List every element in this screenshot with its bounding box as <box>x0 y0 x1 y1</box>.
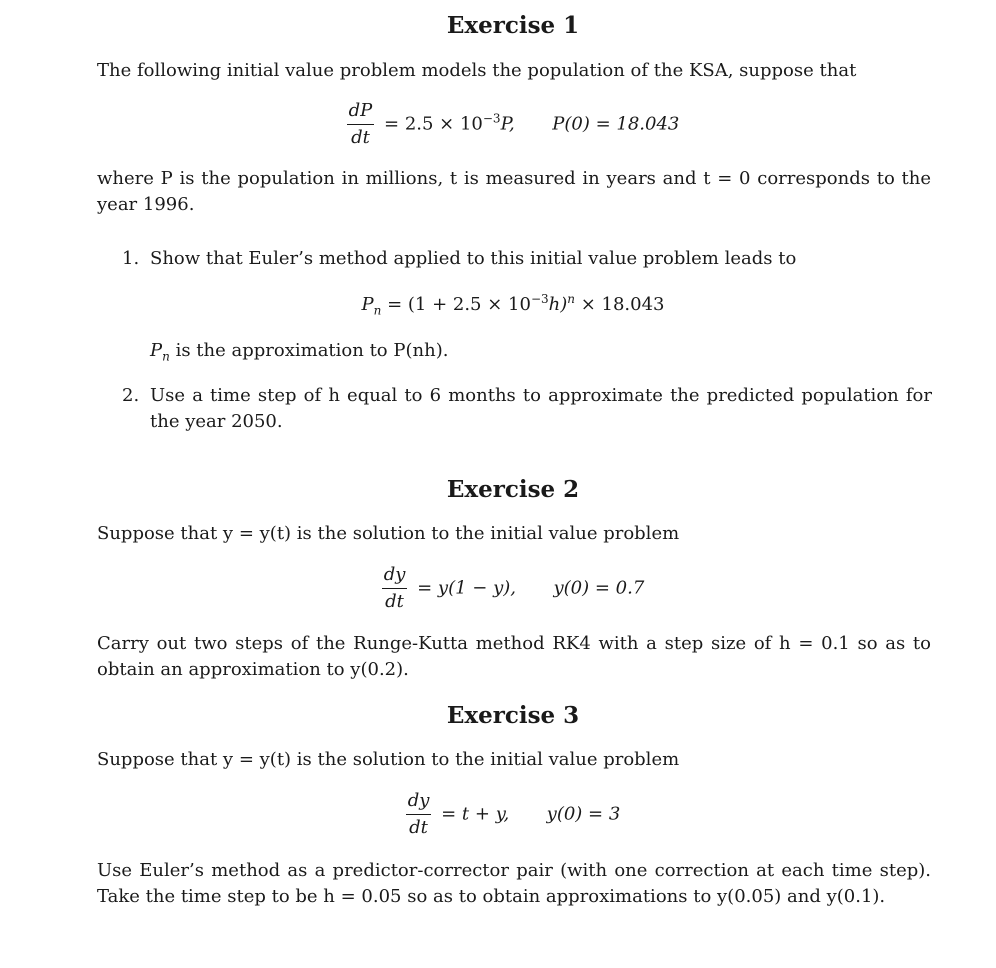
note-pn-sub: n <box>162 349 170 364</box>
exercise-2-equation <box>0 564 996 613</box>
item-2-number: 2. <box>122 385 140 406</box>
exercise-2-rhs: = y(1 − y), <box>417 577 517 599</box>
euler-eq-middle: = (1 + 2.5 × 10 <box>381 294 531 315</box>
exercise-2-derivative-den: dt <box>385 591 404 612</box>
exercise-3-intro: Suppose that y = y(t) is the solution to the initial value problem <box>97 749 680 770</box>
exercise-2-title: Exercise 2 <box>446 476 580 503</box>
exercise-2-body: Carry out two steps of the Runge-Kutta method RK4 with a step size of h = 0.1 so as to obtain an approximation to y(0.2). <box>97 633 931 680</box>
item-1-text: Show that Euler’s method applied to this initial value problem leads to <box>150 248 797 269</box>
exercise-3-rhs: = t + y, <box>441 803 510 825</box>
euler-eq-subscript: n <box>373 303 382 318</box>
exercise-1-rhs-exponent: −3 <box>482 111 501 126</box>
exercise-2-intro: Suppose that y = y(t) is the solution to the initial value problem <box>97 523 680 544</box>
euler-eq-end: × 18.043 <box>575 294 665 315</box>
item-1-number: 1. <box>122 248 140 269</box>
item-2-text: Use a time step of h equal to 6 months to approximate the predicted population for the year 2050. <box>150 385 932 432</box>
exercise-1-initial-condition: P(0) = 18.043 <box>552 113 680 135</box>
euler-eq-h: h) <box>548 294 568 315</box>
euler-eq-power-n: n <box>567 292 575 306</box>
exercise-1-rhs: = 2.5 × 10 <box>384 113 483 135</box>
exercise-3-body: Use Euler’s method as a predictor-corrector pair (with one correction at each time step). Take the time step to be h = 0.05 so as to obtain approximations to y(0.05) and y(0.1). <box>97 860 931 907</box>
exercise-1-euler-equation <box>0 292 996 318</box>
exercise-3-equation <box>0 790 996 839</box>
note-text: is the approximation to P(nh). <box>175 340 449 361</box>
exercise-1-intro: The following initial value problem models the population of the KSA, suppose that <box>97 60 857 81</box>
exercise-1-item-1-note <box>150 340 448 364</box>
exercise-2-initial-condition: y(0) = 0.7 <box>553 577 645 599</box>
exercise-1-derivative-num: dP <box>347 100 375 125</box>
exercise-3-derivative-num: dy <box>406 790 432 815</box>
exercise-1-item-1 <box>122 246 932 272</box>
exercise-2-derivative <box>382 564 408 613</box>
exercise-1-equation <box>0 100 996 149</box>
exercise-3-derivative <box>406 790 432 839</box>
exercise-1-derivative <box>347 100 375 149</box>
exercise-1-derivative-den: dt <box>351 127 370 148</box>
euler-eq-lhs: P <box>361 294 374 315</box>
exercise-1-rhs-var: P, <box>500 113 515 135</box>
euler-eq-exponent: −3 <box>530 292 549 306</box>
note-pn: P <box>150 340 163 361</box>
exercise-3-initial-condition: y(0) = 3 <box>546 803 621 825</box>
exercise-3-derivative-den: dt <box>409 817 428 838</box>
exercise-1-item-2 <box>122 383 932 435</box>
exercise-2-derivative-num: dy <box>382 564 408 589</box>
exercise-3-title: Exercise 3 <box>446 702 580 729</box>
exercise-1-where-text: where P is the population in millions, t is measured in years and t = 0 corresponds to the year 1996. <box>97 168 931 215</box>
exercise-1-title: Exercise 1 <box>446 12 580 39</box>
